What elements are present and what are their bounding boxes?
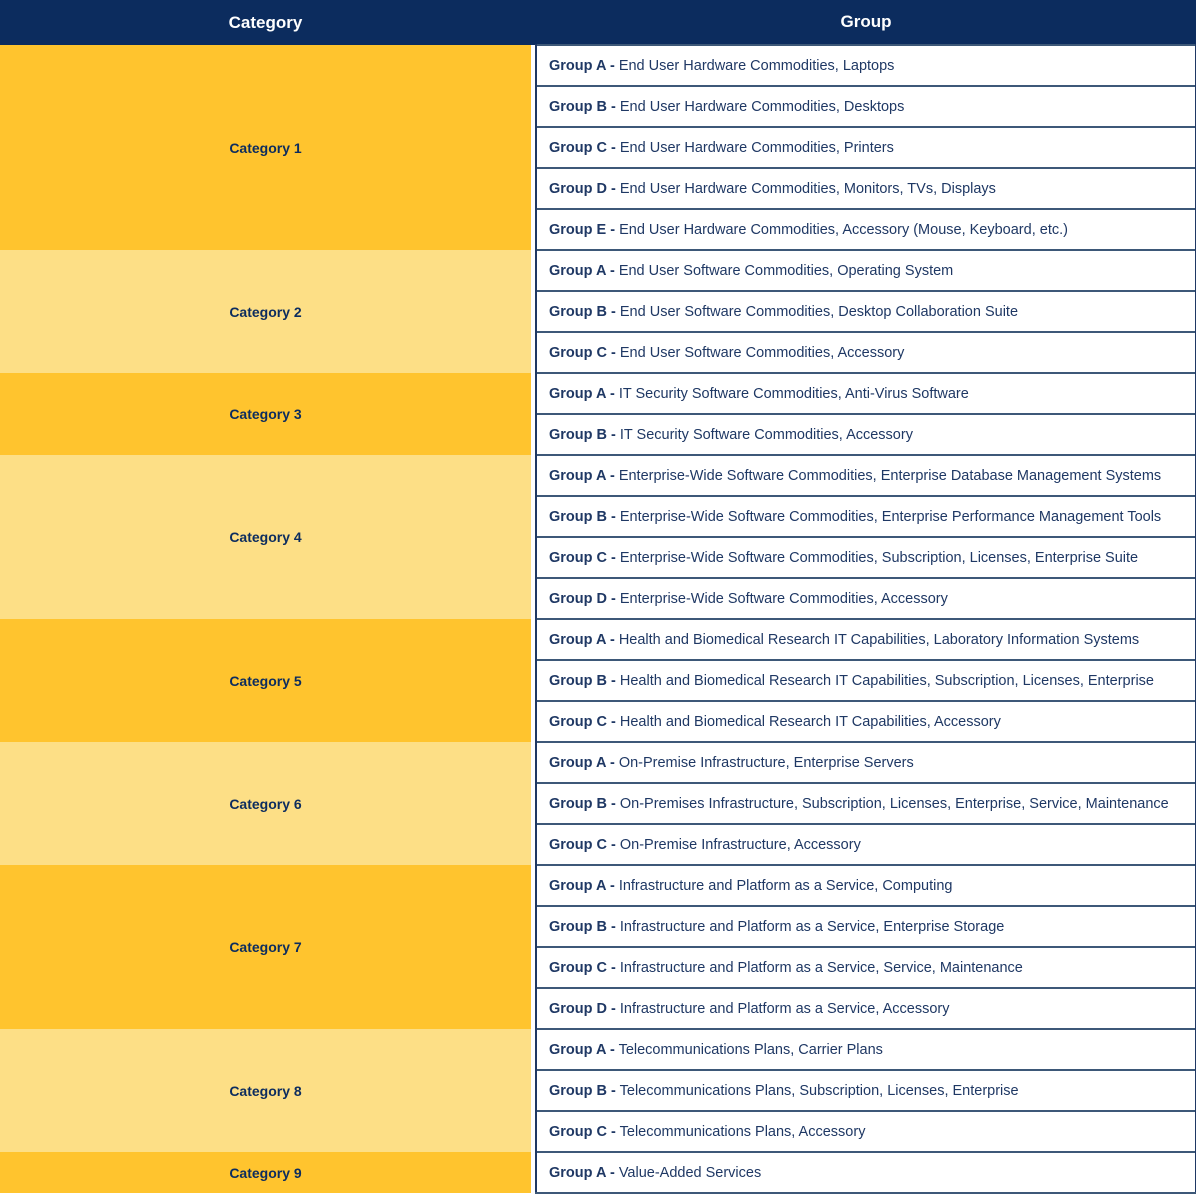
group-cell [536,1029,1196,1070]
group-cell [536,1111,1196,1152]
group-description: Value-Added Services [618,1164,762,1181]
group-label: Group C - [549,549,616,566]
category-cell: Category 4 [0,455,531,619]
category-cell: Category 3 [0,373,531,455]
category-cell: Category 7 [0,865,531,1029]
group-label: Group A - [549,262,615,279]
table-row [0,1152,1196,1193]
group-cell [536,209,1196,250]
group-cell [536,824,1196,865]
group-label: Group A - [549,1041,615,1058]
table-row [0,373,1196,414]
group-description: On-Premise Infrastructure, Enterprise Servers [618,754,914,771]
group-cell [536,988,1196,1029]
group-cell [536,373,1196,414]
group-cell [536,906,1196,947]
column-header-group: Group [536,0,1196,45]
group-cell [536,45,1196,86]
table-row [0,865,1196,906]
table-row [0,1029,1196,1070]
group-label: Group C - [549,139,616,156]
group-label: Group A - [549,877,615,894]
group-label: Group A - [549,1164,615,1181]
group-label: Group C - [549,1123,616,1140]
group-description: Telecommunications Plans, Subscription, Licenses, Enterprise [619,1082,1019,1099]
header-row [0,0,1196,45]
table-row [0,455,1196,496]
group-description: Telecommunications Plans, Accessory [619,1123,866,1140]
group-cell [536,537,1196,578]
group-label: Group B - [549,795,616,812]
group-description: End User Software Commodities, Accessory [619,344,905,361]
group-cell [536,742,1196,783]
group-cell [536,1070,1196,1111]
group-label: Group B - [549,98,616,115]
group-cell [536,250,1196,291]
table-row [0,619,1196,660]
group-label: Group A - [549,467,615,484]
group-description: Health and Biomedical Research IT Capabilities, Subscription, Licenses, Enterprise [619,672,1154,689]
group-description: Enterprise-Wide Software Commodities, Enterprise Database Management Systems [618,467,1162,484]
group-label: Group D - [549,590,616,607]
group-cell [536,455,1196,496]
group-description: End User Hardware Commodities, Laptops [618,57,895,74]
table-body [0,45,1196,1193]
group-label: Group B - [549,426,616,443]
group-label: Group B - [549,672,616,689]
category-cell: Category 5 [0,619,531,742]
group-description: Health and Biomedical Research IT Capabilities, Laboratory Information Systems [618,631,1140,648]
group-label: Group C - [549,836,616,853]
group-description: Infrastructure and Platform as a Service, Accessory [619,1000,950,1017]
column-header-category: Category [0,0,531,45]
category-cell: Category 9 [0,1152,531,1193]
group-label: Group C - [549,344,616,361]
group-cell [536,578,1196,619]
group-label: Group B - [549,303,616,320]
group-description: Telecommunications Plans, Carrier Plans [618,1041,883,1058]
group-label: Group D - [549,180,616,197]
group-cell [536,332,1196,373]
group-label: Group B - [549,1082,616,1099]
group-description: Enterprise-Wide Software Commodities, Accessory [619,590,948,607]
group-description: On-Premise Infrastructure, Accessory [619,836,861,853]
group-label: Group B - [549,508,616,525]
table-row [0,250,1196,291]
group-description: Infrastructure and Platform as a Service, Service, Maintenance [619,959,1023,976]
group-description: Infrastructure and Platform as a Service, Computing [618,877,953,894]
table-header [0,0,1196,45]
group-description: IT Security Software Commodities, Anti-Virus Software [618,385,969,402]
group-cell [536,86,1196,127]
group-cell [536,783,1196,824]
group-cell [536,701,1196,742]
category-cell: Category 6 [0,742,531,865]
group-cell [536,660,1196,701]
group-cell [536,168,1196,209]
group-description: End User Software Commodities, Desktop Collaboration Suite [619,303,1019,320]
group-cell [536,496,1196,537]
group-description: Infrastructure and Platform as a Service, Enterprise Storage [619,918,1005,935]
group-cell [536,865,1196,906]
group-description: On-Premises Infrastructure, Subscription, Licenses, Enterprise, Service, Maintenance [619,795,1169,812]
group-description: Health and Biomedical Research IT Capabilities, Accessory [619,713,1001,730]
category-cell: Category 8 [0,1029,531,1152]
group-description: End User Hardware Commodities, Accessory (Mouse, Keyboard, etc.) [619,221,1068,238]
group-cell [536,947,1196,988]
group-label: Group C - [549,959,616,976]
group-label: Group A - [549,57,615,74]
group-cell [536,127,1196,168]
table-row [0,742,1196,783]
group-description: End User Hardware Commodities, Monitors, TVs, Displays [619,180,996,197]
group-description: End User Software Commodities, Operating System [618,262,954,279]
group-description: Enterprise-Wide Software Commodities, Subscription, Licenses, Enterprise Suite [619,549,1139,566]
group-description: End User Hardware Commodities, Printers [619,139,894,156]
group-description: End User Hardware Commodities, Desktops [619,98,905,115]
group-label: Group A - [549,754,615,771]
category-cell: Category 1 [0,45,531,250]
category-cell: Category 2 [0,250,531,373]
group-description: IT Security Software Commodities, Accessory [619,426,913,443]
group-label: Group A - [549,385,615,402]
group-label: Group D - [549,1000,616,1017]
group-cell [536,291,1196,332]
group-label: Group E - [549,221,616,238]
group-cell [536,619,1196,660]
group-description: Enterprise-Wide Software Commodities, Enterprise Performance Management Tools [619,508,1162,525]
group-label: Group C - [549,713,616,730]
group-label: Group A - [549,631,615,648]
group-cell [536,414,1196,455]
table-row [0,45,1196,86]
group-cell [536,1152,1196,1193]
group-label: Group B - [549,918,616,935]
